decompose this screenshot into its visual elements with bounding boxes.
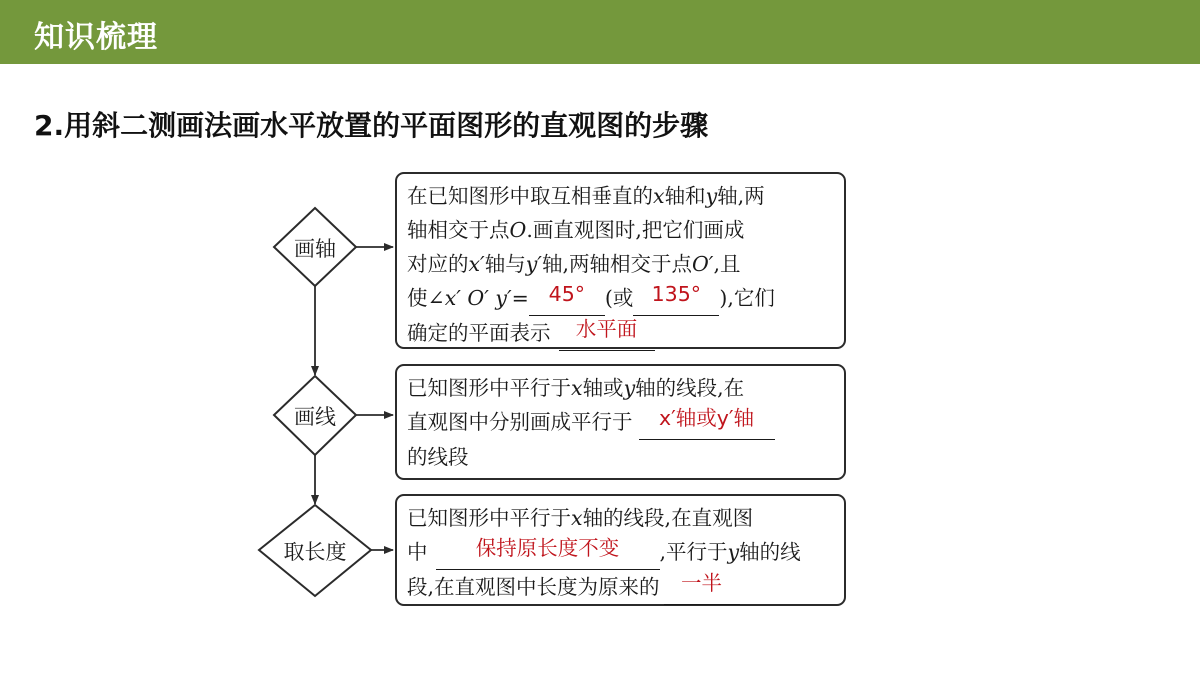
answer-blank <box>529 281 605 316</box>
text-line: 确定的平面表示 水平面 <box>407 316 838 351</box>
step-label-draw-axes: 画轴 <box>294 237 336 261</box>
text-line: 已知图形中平行于x轴或y轴的线段,在 <box>407 376 745 400</box>
text-line: 的线段 <box>407 445 469 469</box>
answer-angle-135: 135° <box>651 282 702 306</box>
step-text-draw-lines <box>407 371 838 474</box>
step-box-draw-lines <box>395 364 846 480</box>
step-label-take-length: 取长度 <box>283 540 347 564</box>
answer-horizontal-plane: 水平面 <box>575 317 638 341</box>
answer-half: 一半 <box>681 571 723 595</box>
answer-parallel-axes: x′轴或y′轴 <box>658 406 755 430</box>
step-text-take-length <box>407 501 838 605</box>
text-line: 已知图形中平行于x轴的线段,在直观图 <box>407 506 754 530</box>
answer-blank <box>633 281 719 316</box>
answer-angle-45: 45° <box>548 282 585 306</box>
page-heading: 2.用斜二测画法画水平放置的平面图形的直观图的步骤 <box>34 109 709 142</box>
text-line: 对应的x′轴与y′轴,两轴相交于点O′,且 <box>407 252 741 276</box>
text-line: 直观图中分别画成平行于 x′轴或y′轴 <box>407 405 838 440</box>
section-title: 知识梳理 <box>34 20 158 55</box>
answer-blank <box>436 535 660 570</box>
answer-blank <box>559 316 655 351</box>
step-box-take-length <box>395 494 846 606</box>
text-line: 段,在直观图中长度为原来的 一半 <box>407 570 838 605</box>
text-line: 中 保持原长度不变 ,平行于y轴的线 <box>407 535 838 570</box>
text-line: 使∠x′ O′ y′= 45° (或 135° ),它们 <box>407 281 838 316</box>
text-line: 在已知图形中取互相垂直的x轴和y轴,两 <box>407 184 765 208</box>
answer-keep-length: 保持原长度不变 <box>475 536 620 560</box>
answer-blank <box>639 405 775 440</box>
step-box-draw-axes <box>395 172 846 349</box>
answer-blank <box>664 570 740 605</box>
text-line: 轴相交于点O.画直观图时,把它们画成 <box>407 218 745 242</box>
step-label-draw-lines: 画线 <box>294 405 336 429</box>
step-text-draw-axes <box>407 179 838 351</box>
